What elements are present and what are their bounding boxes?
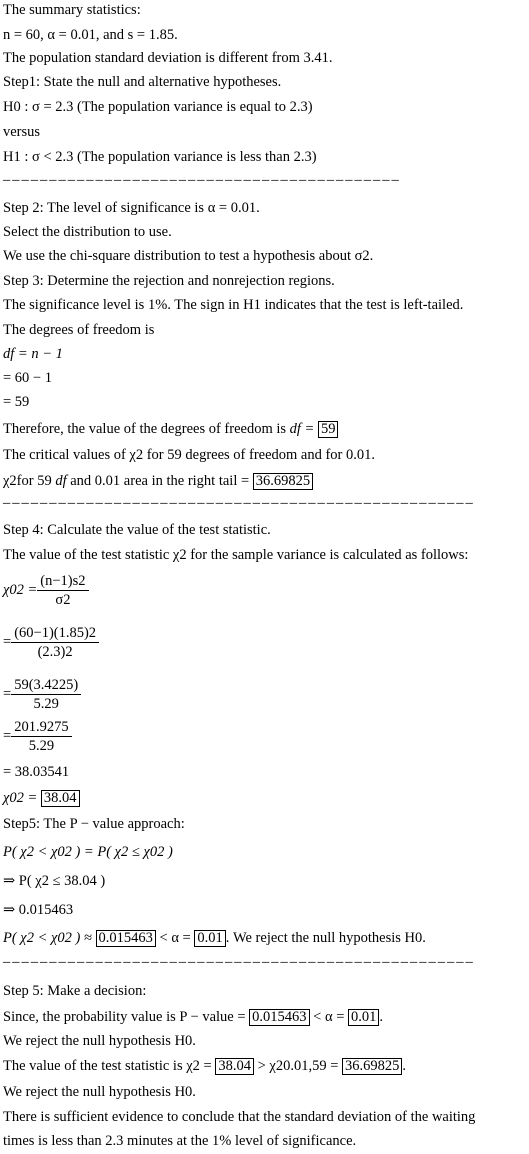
step2-heading: Step 2: The level of significance is α = 0.01. [3, 200, 260, 216]
formula-4-numerator: 201.9275 [11, 718, 71, 737]
versus-text: versus [3, 124, 41, 140]
statistic-comparison-text: The value of the test statistic is χ2 = [3, 1058, 216, 1074]
conclusion-line-1: There is sufficient evidence to conclude that the standard deviation of the waiting [3, 1109, 476, 1125]
critical-value-box: 36.69825 [253, 473, 313, 490]
formula-3-numerator: 59(3.4225) [11, 676, 81, 695]
pvalue-expression-2: P( χ2 < χ02 ) ≈ [3, 930, 96, 946]
decision-period: . [379, 1009, 383, 1025]
df-step: = 60 − 1 [3, 370, 52, 386]
formula-4 [3, 718, 72, 755]
step3-heading: Step 3: Determine the rejection and nonrejection regions. [3, 273, 335, 289]
df-formula: df = n − 1 [3, 346, 63, 362]
critical-value-line [3, 473, 313, 490]
formula-4-denominator: 5.29 [28, 738, 55, 754]
decision-pvalue-line [3, 1009, 383, 1026]
formula-4-equals: = [3, 728, 12, 744]
formula-3-fraction [11, 676, 81, 713]
pvalue-reject-text: . We reject the null hypothesis H0. [225, 930, 426, 946]
statistic-period: . [402, 1058, 407, 1074]
df-conclusion-text: Therefore, the value of the degrees of freedom is [3, 421, 290, 437]
critical-area-text: and 0.01 area in the right tail = [66, 473, 253, 489]
formula-2 [3, 624, 99, 661]
df-result: = 59 [3, 394, 30, 410]
test-statistic-value: = 38.03541 [3, 764, 70, 780]
step5-decision-heading: Step 5: Make a decision: [3, 983, 147, 999]
critical-chi-label: χ2for 59 [3, 473, 56, 489]
critical-df-label: df [55, 473, 67, 489]
formula-4-fraction [11, 718, 71, 755]
critical-values-text: The critical values of χ2 for 59 degrees of freedom and for 0.01. [3, 447, 376, 463]
pvalue-step: ⇒ P( χ2 ≤ 38.04 ) [3, 873, 106, 889]
step4-heading: Step 4: Calculate the value of the test statistic. [3, 522, 271, 538]
pvalue-alpha-text: < α = [155, 930, 195, 946]
test-statistic-intro: The value of the test statistic χ2 for the sample variance is calculated as follows: [3, 547, 469, 563]
formula-1-denominator: σ2 [55, 592, 71, 608]
decision-alpha-text: < α = [309, 1009, 348, 1025]
pvalue-box: 0.015463 [96, 930, 156, 947]
formula-2-numerator: (60−1)(1.85)2 [11, 624, 99, 643]
reject-null-1: We reject the null hypothesis H0. [3, 1033, 196, 1049]
statistic-box: 38.04 [215, 1058, 254, 1075]
significance-text: The significance level is 1%. The sign in H1 indicates that the test is left-tailed. [3, 297, 464, 313]
separator-2: ––––––––––––––––––––––––––––––––––––––––––––––––––– [3, 495, 475, 511]
formula-2-denominator: (2.3)2 [37, 644, 73, 660]
df-heading: The degrees of freedom is [3, 322, 155, 338]
summary-values: n = 60, α = 0.01, and s = 1.85. [3, 27, 178, 43]
statistic-comparison-line [3, 1058, 406, 1075]
critical-comparison-text: > χ20.01,59 = [253, 1058, 343, 1074]
summary-heading: The summary statistics: [3, 2, 141, 18]
pvalue-result: ⇒ 0.015463 [3, 902, 74, 918]
separator-1: ––––––––––––––––––––––––––––––––––––––––––– [3, 172, 401, 188]
formula-1-fraction [37, 572, 88, 609]
df-symbol: df = [289, 421, 318, 437]
select-distribution: Select the distribution to use. [3, 224, 172, 240]
alpha-box: 0.01 [194, 930, 225, 947]
chi-square-statement: We use the chi-square distribution to test a hypothesis about σ2. [3, 248, 374, 264]
test-statistic-box: 38.04 [41, 790, 80, 807]
conclusion-line-2: times is less than 2.3 minutes at the 1% level of significance. [3, 1133, 357, 1149]
formula-2-fraction [11, 624, 99, 661]
formula-3-equals: = [3, 686, 12, 702]
reject-null-2: We reject the null hypothesis H0. [3, 1084, 196, 1100]
formula-3-denominator: 5.29 [33, 696, 59, 712]
null-hypothesis: H0 : σ = 2.3 (The population variance is equal to 2.3) [3, 99, 313, 115]
summary-note: The population standard deviation is different from 3.41. [3, 50, 333, 66]
formula-1-numerator: (n−1)s2 [37, 572, 88, 591]
formula-3 [3, 676, 81, 713]
critical-box: 36.69825 [342, 1058, 402, 1075]
step1-heading: Step1: State the null and alternative hypotheses. [3, 74, 282, 90]
step5-pvalue-heading: Step5: The P − value approach: [3, 816, 185, 832]
test-statistic-symbol: χ02 = [3, 790, 41, 806]
test-statistic-result [3, 790, 80, 807]
alt-hypothesis: H1 : σ < 2.3 (The population variance is less than 2.3) [3, 149, 317, 165]
decision-pvalue-text: Since, the probability value is P − value = [3, 1009, 250, 1025]
separator-3: ––––––––––––––––––––––––––––––––––––––––––––––––––– [3, 954, 475, 970]
df-answer-box: 59 [318, 421, 339, 438]
decision-pvalue-box: 0.015463 [249, 1009, 309, 1026]
pvalue-comparison [3, 930, 426, 947]
formula-1 [3, 572, 89, 609]
pvalue-expression: P( χ2 < χ02 ) = P( χ2 ≤ χ02 ) [3, 844, 173, 860]
decision-alpha-box: 0.01 [348, 1009, 379, 1026]
formula-1-lhs: χ02 = [3, 582, 38, 598]
formula-2-equals: = [3, 634, 12, 650]
df-conclusion [3, 421, 338, 438]
